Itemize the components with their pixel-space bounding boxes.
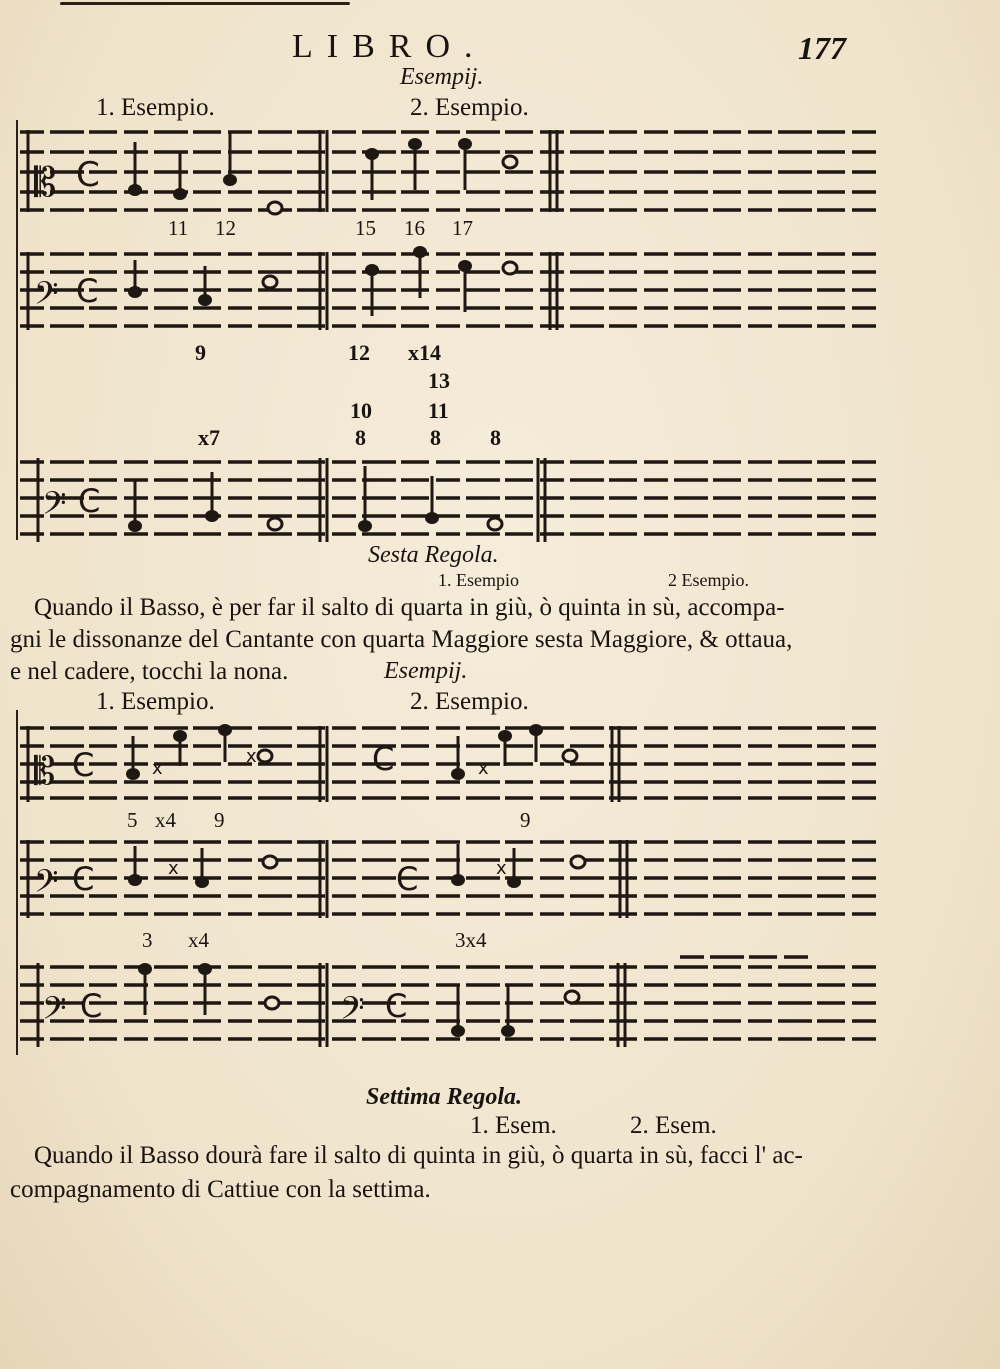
figure-3x4: 3x4 <box>455 928 487 952</box>
figure-8c: 8 <box>490 425 501 450</box>
figure-8b: 8 <box>430 425 441 450</box>
music-staff-6 <box>0 955 1000 1055</box>
figure-16: 16 <box>404 216 425 240</box>
figure-15: 15 <box>355 216 376 240</box>
svg-text:x: x <box>246 746 257 767</box>
example-1-label-2: 1. Esempio. <box>96 688 215 715</box>
esem-2-label: 2. Esem. <box>630 1112 717 1139</box>
svg-text:x: x <box>496 858 507 879</box>
rule-7-text-line-1: Quando il Basso dourà fare il salto di quinta in giù, ò quarta in sù, facci l' ac- <box>34 1142 803 1169</box>
svg-text:𝄢: 𝄢 <box>42 485 67 529</box>
top-rule <box>60 2 350 5</box>
figure-x4b: x4 <box>188 928 209 952</box>
esem-1-label: 1. Esem. <box>470 1112 557 1139</box>
svg-text:C: C <box>72 746 95 784</box>
figure-x14: x14 <box>408 340 441 365</box>
figure-3: 3 <box>142 928 153 952</box>
settima-regola-heading: Settima Regola. <box>366 1084 522 1110</box>
figure-10: 10 <box>350 398 372 423</box>
svg-text:𝄡: 𝄡 <box>34 749 56 793</box>
figure-11b: 11 <box>428 398 449 423</box>
figure-9b: 9 <box>214 808 225 832</box>
examples-caption: Esempij. <box>400 64 484 90</box>
figure-17: 17 <box>452 216 473 240</box>
figure-8a: 8 <box>355 425 366 450</box>
rule-text-line-3: e nel cadere, tocchi la nona. <box>10 658 289 685</box>
page-number: 177 <box>798 30 846 66</box>
svg-text:𝄡: 𝄡 <box>34 160 57 206</box>
running-header: LIBRO. <box>292 28 487 65</box>
rule-7-text-line-2: compagnamento di Cattiue con la settima. <box>10 1176 431 1203</box>
music-staff-5 <box>0 834 1000 924</box>
svg-text:𝄢: 𝄢 <box>340 990 365 1034</box>
music-staff-4 <box>0 718 1000 814</box>
figure-x7: x7 <box>198 425 220 450</box>
svg-text:x: x <box>168 858 179 879</box>
figure-x4: x4 <box>155 808 176 832</box>
figure-9: 9 <box>195 340 206 365</box>
svg-text:C: C <box>72 860 95 898</box>
figure-13: 13 <box>428 368 450 393</box>
svg-text:𝄢: 𝄢 <box>34 863 59 907</box>
music-staff-1 <box>0 122 1000 222</box>
svg-text:𝄢: 𝄢 <box>42 990 67 1034</box>
figure-5: 5 <box>127 808 138 832</box>
svg-text:𝄢: 𝄢 <box>34 275 59 319</box>
rule-text-line-2: gni le dissonanze del Cantante con quarta Maggiore sesta Maggiore, & ottaua, <box>10 626 793 653</box>
example-2-label-2: 2. Esempio. <box>410 688 529 715</box>
music-staff-2 <box>0 246 1000 336</box>
sesta-regola-heading: Sesta Regola. <box>368 542 499 568</box>
svg-text:x: x <box>478 758 489 779</box>
figure-11: 11 <box>168 216 189 240</box>
svg-text:C: C <box>76 272 99 310</box>
svg-text:C: C <box>78 482 101 520</box>
figure-9c: 9 <box>520 808 531 832</box>
examples-caption-2: Esempij. <box>384 658 468 684</box>
svg-text:C: C <box>396 860 419 898</box>
sub-example-2-label: 2 Esempio. <box>668 570 749 590</box>
example-2-label: 2. Esempio. <box>410 94 529 121</box>
figure-12: 12 <box>215 216 236 240</box>
music-staff-3 <box>0 452 1000 552</box>
svg-text:C: C <box>80 987 103 1025</box>
rule-text-line-1: Quando il Basso, è per far il salto di quarta in giù, ò quinta in sù, accompa- <box>34 594 785 621</box>
figure-12b: 12 <box>348 340 370 365</box>
example-1-label: 1. Esempio. <box>96 94 215 121</box>
svg-text:C: C <box>76 155 100 195</box>
svg-text:C: C <box>385 987 408 1025</box>
sub-example-1-label: 1. Esempio <box>438 570 519 590</box>
svg-text:x: x <box>152 758 163 779</box>
svg-text:C: C <box>372 740 395 778</box>
